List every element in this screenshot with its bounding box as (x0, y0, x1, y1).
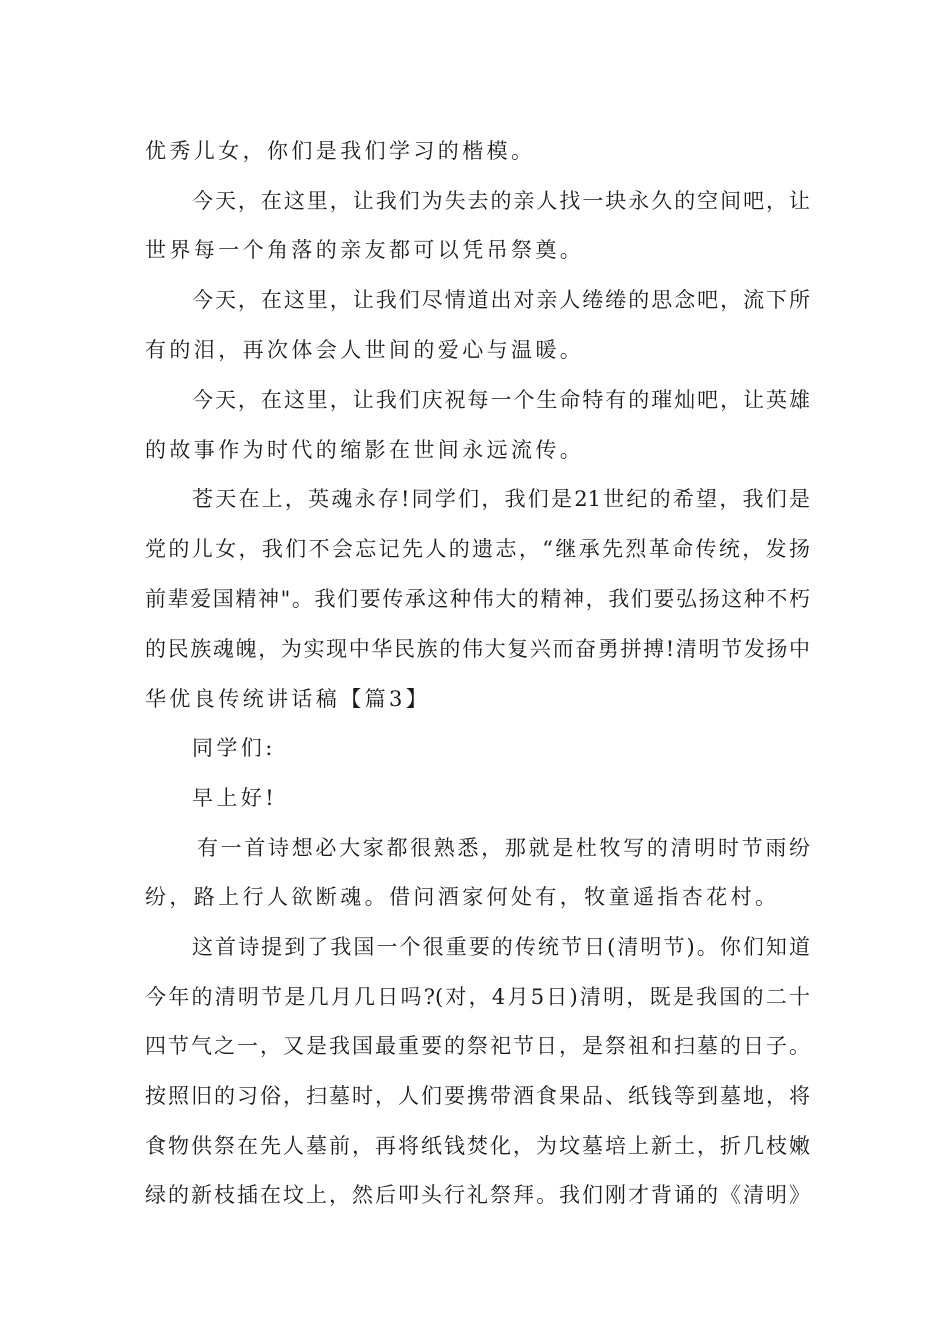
text-line: 世界每一个角落的亲友都可以凭吊祭奠。 (145, 238, 585, 262)
text-line: 的故事作为时代的缩影在世间永远流传。 (145, 438, 585, 462)
text-line: 有的泪，再次体会人世间的爱心与温暖。 (145, 338, 585, 362)
text-line: 早上好! (192, 786, 278, 810)
text-line: 的民族魂魄，为实现中华民族的伟大复兴而奋勇拼搏!清明节发扬中 (145, 637, 810, 661)
text-line: 纷，路上行人欲断魂。借问酒家何处有，牧童遥指杏花村。 (145, 885, 780, 909)
text-line: 绿的新枝插在坟上，然后叩头行礼祭拜。我们刚才背诵的《清明》 (145, 1183, 810, 1207)
text-line: 按照旧的习俗，扫墓时，人们要携带酒食果品、纸钱等到墓地，将 (145, 1084, 810, 1108)
text-line: 同学们: (192, 736, 276, 760)
text-line: 四节气之一，又是我国最重要的祭祀节日，是祭祖和扫墓的日子。 (145, 1034, 810, 1058)
text-line: 今年的清明节是几月几日吗?(对，4月5日)清明，既是我国的二十 (145, 985, 810, 1009)
text-line: 前辈爱国精神"。我们要传承这种伟大的精神，我们要弘扬这种不朽 (145, 587, 810, 611)
text-line: 优秀儿女，你们是我们学习的楷模。 (145, 139, 536, 163)
text-line: 华优良传统讲话稿【篇3】 (145, 687, 431, 711)
text-line: 今天，在这里，让我们庆祝每一个生命特有的璀灿吧，让英雄 (192, 388, 810, 412)
text-line: 党的儿女，我们不会忘记先人的遗志，“继承先烈革命传统，发扬 (145, 537, 810, 561)
text-line: 这首诗提到了我国一个很重要的传统节日(清明节)。你们知道 (192, 935, 810, 959)
text-line: 今天，在这里，让我们尽情道出对亲人绻绻的思念吧，流下所 (192, 288, 810, 312)
text-line: 苍天在上，英魂永存!同学们，我们是21世纪的希望，我们是 (192, 487, 810, 511)
text-line: 食物供祭在先人墓前，再将纸钱焚化，为坟墓培上新土，折几枝嫩 (145, 1134, 810, 1158)
text-line: 今天，在这里，让我们为失去的亲人找一块永久的空间吧，让 (192, 189, 810, 213)
text-line: 有一首诗想必大家都很熟悉，那就是杜牧写的清明时节雨纷 (197, 836, 810, 860)
